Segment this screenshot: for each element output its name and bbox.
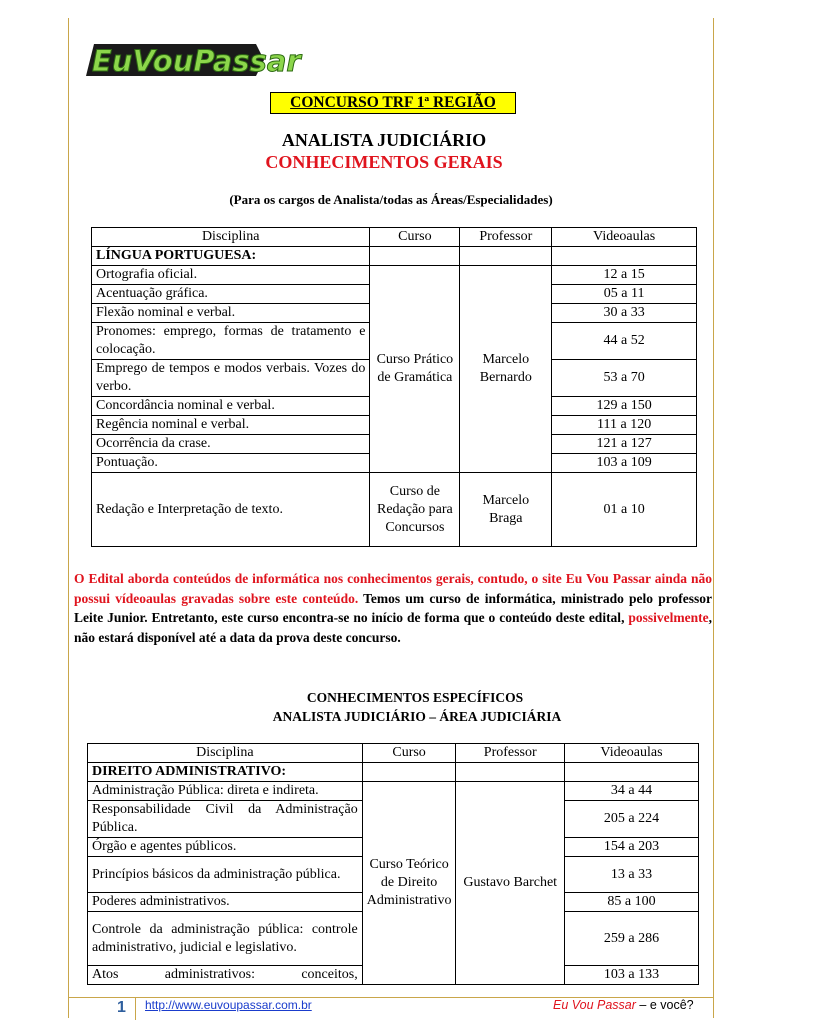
section-heading: DIREITO ADMINISTRATIVO:	[88, 763, 363, 782]
footer-tagline	[553, 998, 694, 1012]
table-cell-disciplina: Poderes administrativos.	[88, 893, 363, 912]
page-subtitle: CONHECIMENTOS GERAIS	[265, 152, 503, 172]
table-cell-videoaulas: 44 a 52	[552, 323, 697, 360]
table-cell-professor: Gustavo Barchet	[456, 782, 565, 985]
column-header: Disciplina	[88, 744, 363, 763]
table-cell-disciplina: Concordância nominal e verbal.	[92, 397, 370, 416]
table-cell-disciplina: Controle da administração pública: controle administrativo, judicial e legislativo.	[88, 912, 363, 966]
table-cell-disciplina: Pronomes: emprego, formas de tratamento e colocação.	[92, 323, 370, 360]
table-cell-videoaulas: 129 a 150	[552, 397, 697, 416]
page-number: 1	[117, 999, 126, 1016]
table-cell-disciplina: Regência nominal e verbal.	[92, 416, 370, 435]
general-knowledge-table	[91, 227, 697, 547]
table-cell-videoaulas: 85 a 100	[564, 893, 698, 912]
column-header: Videoaulas	[552, 228, 697, 247]
table-cell-videoaulas: 154 a 203	[564, 838, 698, 857]
table-cell-videoaulas: 103 a 133	[564, 966, 698, 985]
notice-text: Temos um curso de informática, ministrado pelo professor Leite Junior. Entretanto, este curso encontra-se no início de forma que o conteúdo deste edital,	[74, 590, 712, 625]
table-cell-disciplina: Atos administrativos: conceitos,	[88, 966, 363, 985]
website-link[interactable]: http://www.euvoupassar.com.br	[145, 998, 312, 1012]
table-cell-disciplina: Princípios básicos da administração pública.	[88, 857, 363, 893]
table-cell-curso: Curso de Redação para Concursos	[370, 473, 460, 547]
table-cell-videoaulas: 12 a 15	[552, 266, 697, 285]
specific-subheading: ANALISTA JUDICIÁRIO – ÁREA JUDICIÁRIA	[272, 709, 562, 724]
logo-text: EuVouPassar	[92, 44, 301, 78]
table-cell-disciplina: Redação e Interpretação de texto.	[92, 473, 370, 547]
scope-note: (Para os cargos de Analista/todas as Áreas/Especialidades)	[229, 192, 553, 207]
table-cell-disciplina: Administração Pública: direta e indireta.	[88, 782, 363, 801]
table-cell-videoaulas: 53 a 70	[552, 360, 697, 397]
table-cell-videoaulas: 121 a 127	[552, 435, 697, 454]
table-cell-disciplina: Flexão nominal e verbal.	[92, 304, 370, 323]
table-cell-videoaulas: 103 a 109	[552, 454, 697, 473]
table-cell-curso: Curso Prático de Gramática	[370, 266, 460, 473]
table-cell-videoaulas: 205 a 224	[564, 801, 698, 838]
section-heading: LÍNGUA PORTUGUESA:	[92, 247, 370, 266]
specific-heading: CONHECIMENTOS ESPECÍFICOS	[306, 690, 524, 705]
table-cell-videoaulas: 05 a 11	[552, 285, 697, 304]
notice-warning: O Edital aborda conteúdos de informática nos conhecimentos gerais, contudo, o site Eu Vou Passar ainda não possui vídeoaulas gravadas sobre este conteúdo.	[74, 571, 712, 606]
column-header: Videoaulas	[564, 744, 698, 763]
table-cell-videoaulas: 259 a 286	[564, 912, 698, 966]
table-cell-videoaulas: 01 a 10	[552, 473, 697, 547]
column-header: Curso	[362, 744, 456, 763]
contest-banner: CONCURSO TRF 1ª REGIÃO	[270, 92, 516, 114]
column-header: Disciplina	[92, 228, 370, 247]
table-cell-professor: Marcelo Bernardo	[460, 266, 552, 473]
footer-divider	[135, 998, 136, 1020]
table-cell-videoaulas: 34 a 44	[564, 782, 698, 801]
eu-vou-passar-logo	[80, 38, 301, 82]
table-cell-disciplina: Órgão e agentes públicos.	[88, 838, 363, 857]
table-cell-disciplina: Emprego de tempos e modos verbais. Vozes do verbo.	[92, 360, 370, 397]
table-cell-disciplina: Ortografia oficial.	[92, 266, 370, 285]
notice-text-end: , não estará disponível até a data da prova deste concurso.	[74, 610, 712, 645]
table-cell-videoaulas: 13 a 33	[564, 857, 698, 893]
footer-question: – e você?	[635, 998, 694, 1012]
footer-brand: Eu Vou Passar	[553, 998, 636, 1012]
column-header: Professor	[456, 744, 565, 763]
column-header: Curso	[370, 228, 460, 247]
table-cell-videoaulas: 30 a 33	[552, 304, 697, 323]
notice-emphasis: possivelmente	[628, 610, 709, 625]
table-cell-disciplina: Pontuação.	[92, 454, 370, 473]
table-cell-videoaulas: 111 a 120	[552, 416, 697, 435]
table-cell-curso: Curso Teórico de Direito Administrativo	[362, 782, 456, 985]
table-cell-disciplina: Responsabilidade Civil da Administração Pública.	[88, 801, 363, 838]
page-title: ANALISTA JUDICIÁRIO	[281, 130, 487, 150]
table-cell-disciplina: Ocorrência da crase.	[92, 435, 370, 454]
column-header: Professor	[460, 228, 552, 247]
table-cell-professor: Marcelo Braga	[460, 473, 552, 547]
informatics-notice	[74, 569, 712, 647]
specific-knowledge-table	[87, 743, 699, 985]
table-cell-disciplina: Acentuação gráfica.	[92, 285, 370, 304]
